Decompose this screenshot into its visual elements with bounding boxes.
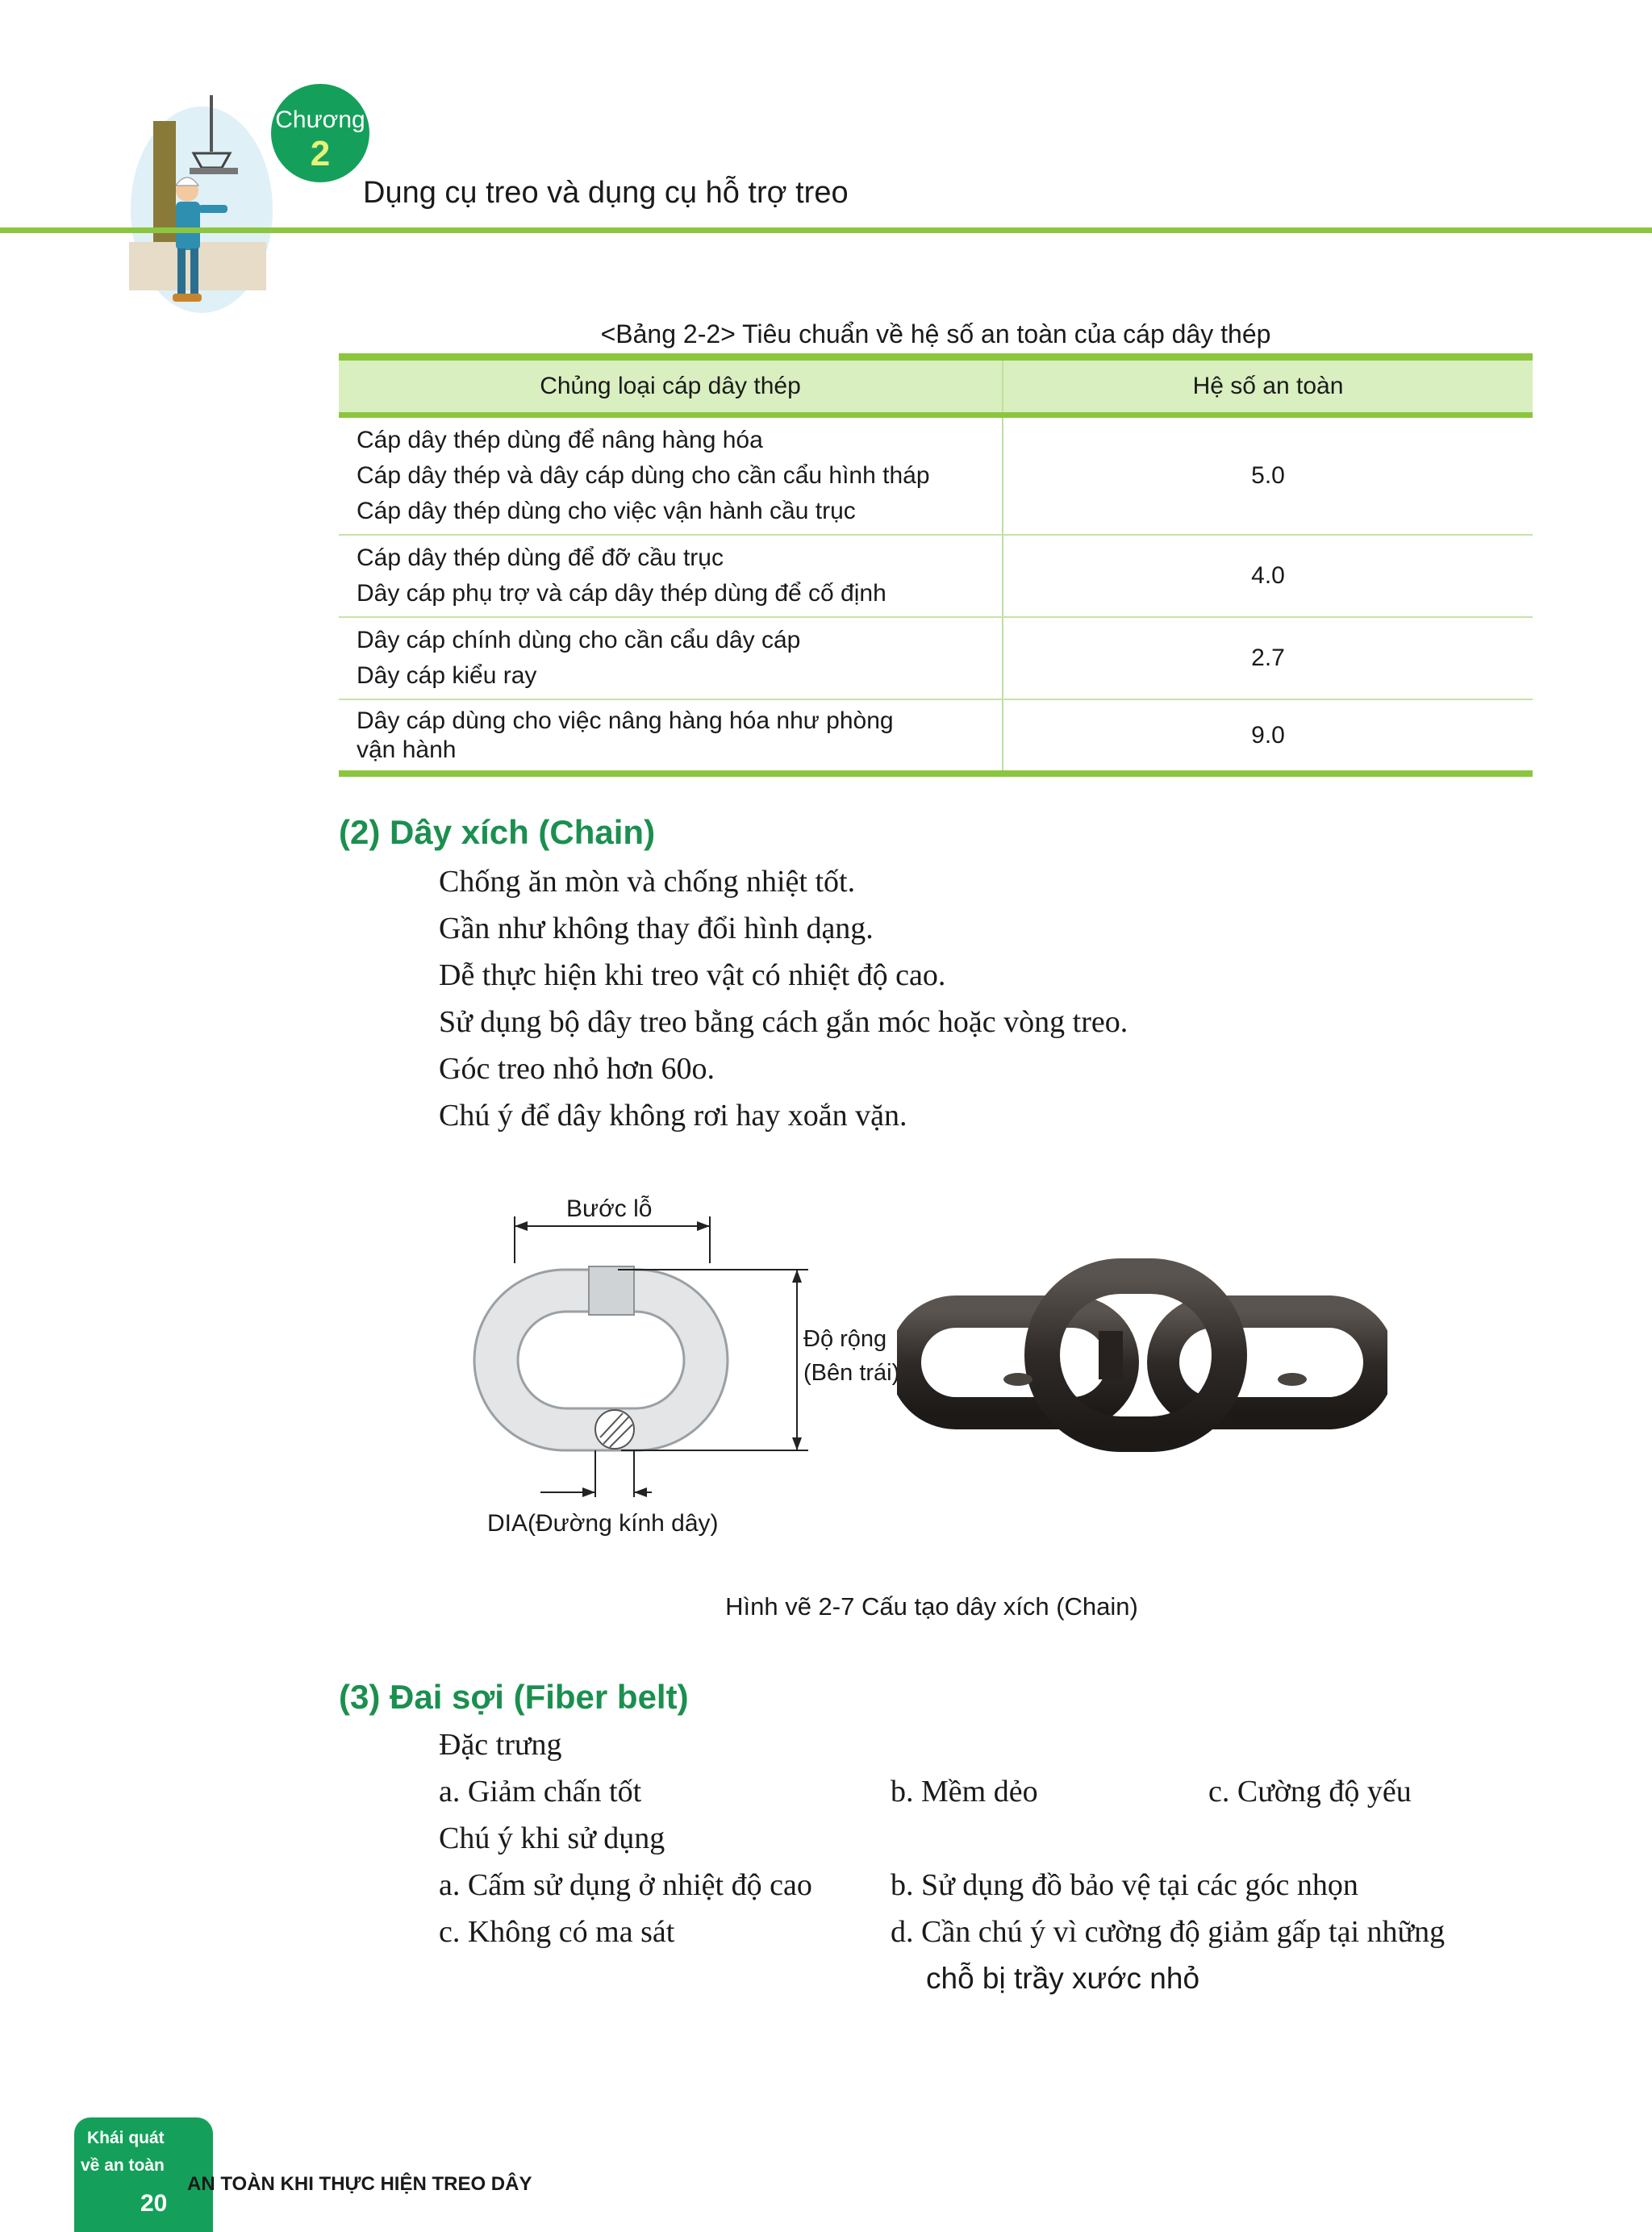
feature-b: b. Mềm dẻo: [891, 1775, 1038, 1809]
cable-type-line: Cáp dây thép dùng để đỡ cầu trục: [357, 544, 724, 571]
chapter-badge: [271, 84, 369, 182]
chain-feature-line: Góc treo nhỏ hơn 60o.: [439, 1052, 715, 1086]
chain-feature-line: Sử dụng bộ dây treo bằng cách gắn móc hoặc vòng treo.: [439, 1005, 1128, 1039]
cable-type-line: Cáp dây thép và dây cáp dùng cho cần cẩu hình tháp: [357, 462, 930, 489]
cable-type-line: Dây cáp kiểu ray: [357, 662, 537, 689]
chain-photo: [897, 1258, 1387, 1452]
caution-c: c. Không có ma sát: [439, 1915, 675, 1949]
chapter-word: Chương: [275, 106, 365, 133]
footer-title: AN TOÀN KHI THỰC HIỆN TREO DÂY: [187, 2173, 532, 2195]
caution-title: Chú ý khi sử dụng: [439, 1821, 665, 1855]
header-rule: [0, 227, 1652, 233]
caution-d-continued: chỗ bị trầy xước nhỏ: [926, 1962, 1200, 1995]
safety-factor-cell: 4.0: [1003, 535, 1533, 617]
footer-tab-line2: về an toàn: [81, 2156, 165, 2175]
chain-section-heading: (2) Dây xích (Chain): [339, 813, 656, 851]
cable-type-cell: [339, 617, 1003, 699]
table-row: [339, 617, 1533, 699]
cable-type-line: Dây cáp phụ trợ và cáp dây thép dùng để cố định: [357, 580, 886, 607]
caution-b: b. Sử dụng đồ bảo vệ tại các góc nhọn: [891, 1868, 1358, 1902]
feature-a: a. Giảm chấn tốt: [439, 1775, 642, 1809]
cable-type-line: Dây cáp chính dùng cho cần cẩu dây cáp: [357, 627, 801, 653]
table-caption: <Bảng 2-2> Tiêu chuẩn về hệ số an toàn của cáp dây thép: [600, 319, 1271, 348]
feature-c: c. Cường độ yếu: [1208, 1775, 1412, 1809]
table-row: [339, 415, 1533, 536]
pitch-label: Bước lỗ: [566, 1195, 653, 1222]
chapter-number: 2: [310, 134, 331, 173]
table-row: [339, 535, 1533, 617]
caution-a: a. Cấm sử dụng ở nhiệt độ cao: [439, 1868, 812, 1902]
diameter-label: DIA(Đường kính dây): [487, 1510, 719, 1537]
cable-type-line: vận hành: [357, 736, 457, 763]
chain-link-diagram: [460, 1194, 831, 1517]
cable-type-cell: [339, 535, 1003, 617]
safety-factor-cell: 2.7: [1003, 617, 1533, 699]
column-header-type: Chủng loại cáp dây thép: [339, 357, 1003, 415]
caution-d: d. Cần chú ý vì cường độ giảm gấp tại những: [891, 1915, 1446, 1949]
cable-type-cell: [339, 699, 1003, 774]
chapter-title: Dụng cụ treo và dụng cụ hỗ trợ treo: [363, 176, 849, 210]
chain-feature-list: [439, 858, 1128, 1139]
cable-type-line: Dây cáp dùng cho việc nâng hàng hóa như phòng: [357, 707, 894, 734]
cable-type-line: Cáp dây thép dùng cho việc vận hành cầu trục: [357, 498, 856, 524]
worker-illustration: [113, 89, 274, 315]
column-header-factor: Hệ số an toàn: [1003, 357, 1533, 415]
chain-feature-line: Chống ăn mòn và chống nhiệt tốt.: [439, 865, 856, 899]
chain-feature-line: Dễ thực hiện khi treo vật có nhiệt độ cao.: [439, 958, 946, 992]
width-note-label: (Bên trái): [803, 1360, 900, 1386]
safety-factor-table: [339, 353, 1533, 777]
safety-factor-cell: 5.0: [1003, 415, 1533, 536]
cable-type-cell: [339, 415, 1003, 536]
fiber-section-heading: (3) Đai sợi (Fiber belt): [339, 1678, 689, 1716]
page-number: 20: [140, 2190, 168, 2217]
chain-feature-line: Gần như không thay đổi hình dạng.: [439, 912, 874, 945]
width-label: Độ rộng: [803, 1326, 887, 1352]
cable-type-line: Cáp dây thép dùng để nâng hàng hóa: [357, 427, 763, 453]
features-title: Đặc trưng: [439, 1728, 562, 1762]
figure-caption: Hình vẽ 2-7 Cấu tạo dây xích (Chain): [725, 1592, 1138, 1621]
table-row: [339, 699, 1533, 774]
safety-factor-cell: 9.0: [1003, 699, 1533, 774]
footer-tab-line1: Khái quát: [87, 2129, 165, 2147]
chain-feature-line: Chú ý để dây không rơi hay xoắn vặn.: [439, 1099, 907, 1133]
